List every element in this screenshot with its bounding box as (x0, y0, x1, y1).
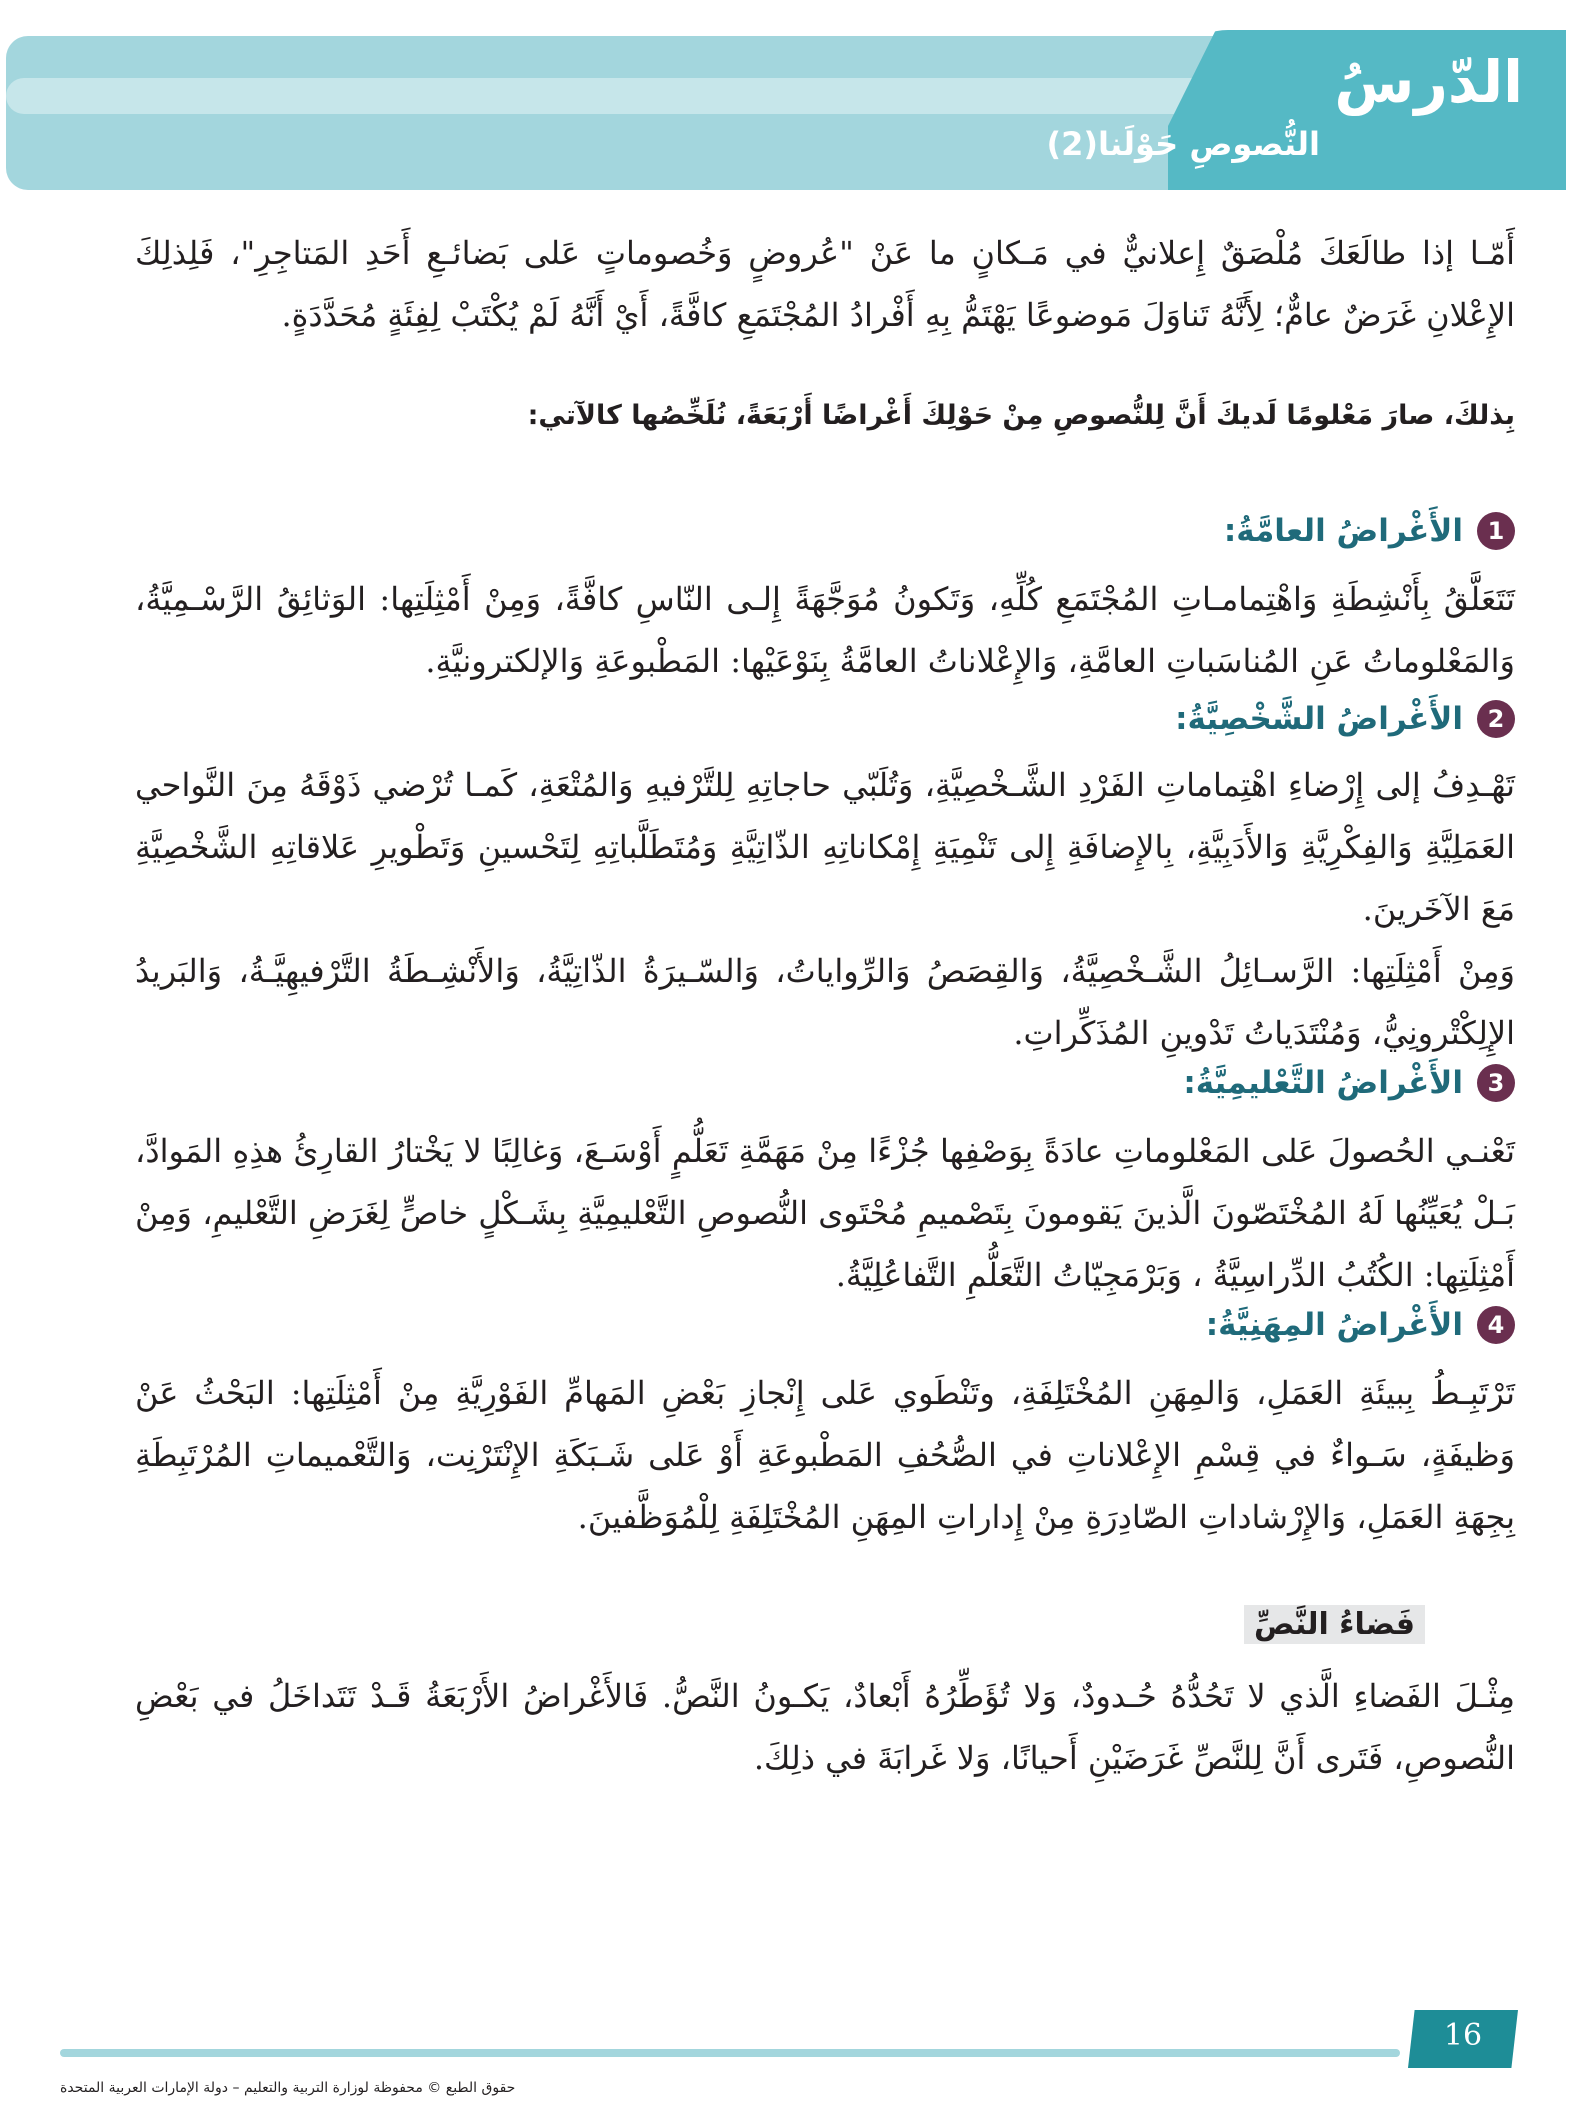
lesson-word: الدّرسُ (1334, 48, 1523, 116)
footer-bar (60, 2049, 1400, 2057)
section-4-heading (1206, 1306, 1515, 1344)
section-4-body: تَرْتَبِـطُ بِبيئَةِ العَمَلِ، وَالمِهَنِ المُخْتَلِفَةِ، وتَنْطَوي عَلى إِنْجازِ بَعْضِ المَهامِّ الفَوْرِيَّةِ مِنْ أَمْثِلَتِها: البَحْثُ عَنْ وَظيفَةٍ، سَـواءٌ في قِسْمِ الإِعْلاناتِ في الصُّحُفِ المَطْبوعَةِ أَوْ عَلى شَـبَكَةِ الإِنْتَرْنِت، وَالتَّعْميماتِ المُرْتَبِطَةِ بِجِهَةِ العَمَلِ، وَالإِرْشاداتِ الصّادِرَةِ مِنْ إِداراتِ المِهَنِ المُخْتَلِفَةِ لِلْمُوَظَّفينَ. (135, 1374, 1515, 1536)
summary-line: بِذلكَ، صارَ مَعْلومًا لَديكَ أَنَّ لِلنُّصوصِ مِنْ حَوْلِكَ أَغْراضًا أَرْبَعَةً، نُلَخِّصُها كالآتي: (527, 400, 1515, 431)
section-2-body: تَهْـدِفُ إلى إِرْضاءِ اهْتِماماتِ الفَرْدِ الشَّـخْصِيَّةِ، وَتُلَبّي حاجاتِهِ لِلتَّرْفيهِ وَالمُتْعَةِ، كَمـا تُرْضي ذَوْقَهُ مِنَ النَّواحي العَمَلِيَّةِ وَالفِكْرِيَّةِ وَالأَدَبِيَّةِ، بِالإِضافَةِ إِلى تَنْمِيَةِ إِمْكاناتِهِ الذّاتِيَّةِ وَمُتَطَلَّباتِهِ لِتَحْسينِ وَتَطْويرِ عَلاقاتِهِ الشَّخْصِيَّةِ مَعَ الآخَرينَ. (135, 766, 1515, 928)
section-2-examples: وَمِنْ أَمْثِلَتِها: الرَّسـائِلُ الشَّـخْصِيَّةُ، وَالقِصَصُ وَالرِّواياتُ، وَالسّـيرَةُ الذّاتِيَّةُ، وَالأَنْشِـطَةُ التَّرْفيهِيَّـةُ، وَالبَريدُ الإِلِكْتْرونِيُّ، وَمُنْتَدَياتُ تَدْوينِ المُذَكِّراتِ. (135, 952, 1515, 1052)
section-1-heading (1224, 512, 1515, 550)
section-3-heading (1183, 1064, 1515, 1102)
copyright-notice: حقوق الطبع © محفوظة لوزارة التربية والتعليم – دولة الإمارات العربية المتحدة (60, 2080, 516, 2096)
section-3-title: الأَغْراضُ التَّعْليمِيَّةُ: (1183, 1065, 1463, 1101)
number-badge-4: 4 (1477, 1306, 1515, 1344)
page-number: 16 (1443, 2018, 1483, 2053)
text-space-body: مِثْـلَ الفَضاءِ الَّذي لا تَحُدُّهُ حُـدودٌ، وَلا تُؤَطِّرُهُ أَبْعادٌ، يَكـونُ النَّصُّ. فَالأَغْراضُ الأَرْبَعَةُ قَـدْ تَتَداخَلُ في بَعْضِ النُّصوصِ، فَتَرى أَنَّ لِلنَّصِّ غَرَضَيْنِ أَحيانًا، وَلا غَرابَةَ في ذلِكَ. (135, 1677, 1515, 1777)
number-badge-2: 2 (1477, 700, 1515, 738)
section-2-title: الأَغْراضُ الشَّخْصِيَّةُ: (1175, 701, 1463, 737)
text-space-heading: فَضاءُ النَّصِّ (1244, 1605, 1425, 1644)
number-badge-1: 1 (1477, 512, 1515, 550)
section-1-body: تَتَعَلَّقُ بِأَنْشِطَةِ وَاهْتِمامـاتِ المُجْتَمَعِ كُلِّهِ، وَتَكونُ مُوَجَّهَةً إِلـى النّاسِ كافَّةً، وَمِنْ أَمْثِلَتِها: الوَثائِقُ الرَّسْـمِيَّةُ، وَالمَعْلوماتُ عَنِ المُناسَباتِ العامَّةِ، وَالإِعْلاناتُ العامَّةُ بِنَوْعَيْها: المَطْبوعَةِ وَالإلكترونيَّةِ. (135, 580, 1515, 680)
number-badge-3: 3 (1477, 1064, 1515, 1102)
section-4-title: الأَغْراضُ المِهَنِيَّةُ: (1205, 1307, 1463, 1343)
lesson-title: النُّصوصِ حَوْلَنا(2) (1046, 125, 1320, 163)
section-1-title: الأَغْراضُ العامَّةُ: (1223, 513, 1463, 549)
section-2-heading (1175, 700, 1515, 738)
section-3-body: تَعْنـي الحُصولَ عَلى المَعْلوماتِ عادَةً بِوَصْفِها جُزْءًا مِنْ مَهَمَّةِ تَعَلُّمٍ أَوْسَـعَ، وَغالِبًا لا يَخْتارُ القارِئُ هذِهِ المَوادَّ، بَـلْ يُعَيِّنُها لَهُ المُخْتَصّونَ الَّذينَ يَقومونَ بِتَصْميمِ مُحْتَوى النُّصوصِ التَّعْليمِيَّةِ بِشَـكْلٍ خاصٍّ لِغَرَضِ التَّعْليمِ، وَمِنْ أَمْثِلَتِها: الكُتُبُ الدِّراسِيَّةُ ، وَبَرْمَجِيّاتُ التَّعَلُّمِ التَّفاعُلِيَّةُ. (135, 1132, 1515, 1294)
intro-paragraph: أَمّـا إذا طالَعَكَ مُلْصَقٌ إِعلانيٌّ في مَـكانٍ ما عَنْ "عُروضٍ وَخُصوماتٍ عَلى بَضائـعِ أَحَدِ المَتاجِرِ"، فَلِذلِكَ الإِعْلانِ غَرَضٌ عامٌّ؛ لِأَنَّهُ تَناوَلَ مَوضوعًا يَهْتَمُّ بِهِ أَفْرادُ المُجْتَمَعِ كافَّةً، أَيْ أَنَّهُ لَمْ يُكْتَبْ لِفِئَةٍ مُحَدَّدَةٍ. (135, 234, 1515, 334)
